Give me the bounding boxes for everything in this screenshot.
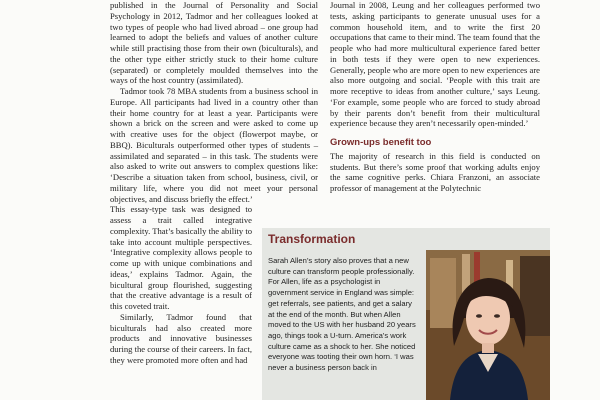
article-paragraph: Journal in 2008, Leung and her colleagues performed two tests, asking participants to generate unusual uses for a common household item, and to write the first 20 occupations that came to their mind. The team found that the people who had more multicultural experience fared better in both tests if they were open to new experiences. Generally, people who are more open to new experiences are also more outgoing and social. ‘People with this trait are more receptive to ideas from another culture,’ says Leung. ‘For example, some people who are forced to study abroad by their parents don’t benefit from their multicultural experience because they aren’t necessarily open-minded.’ <box>330 0 540 129</box>
article-paragraph: Tadmor took 78 MBA students from a business school in Europe. All participants had lived in a country other than their home country for at least a year. Participants were shown a brick on the screen and were asked to come up with creative uses for the object (flowerpot maybe, or BBQ). Biculturals outperformed other types of students – assimilated and separated – in this task. The students were also asked to write out answers to complex questions like: ‘Describe a situation taken from school, business, civil, or military life, where you did not meet your personal objectives, and discuss briefly the effect.’ <box>110 86 318 204</box>
article-paragraph: Similarly, Tadmor found that biculturals had also created more products and innovative businesses during the course of their careers. In fact, they were promoted more often and had <box>110 311 252 365</box>
subheading: Grown-ups benefit too <box>330 137 432 148</box>
article-paragraph: The majority of research in this field is conducted on students. But there’s some proof that working adults enjoy the same cognitive perks. Chiara Franzoni, an associate professor of management at the Polytechnic <box>330 150 540 193</box>
sidebar-title: Transformation <box>268 232 356 246</box>
article-paragraph: This essay-type task was designed to assess a trait called integrative complexity. That’s basically the ability to take into account multiple perspectives. ‘Integrative complexity allows people to come up with unique combinations and ideas,’ explains Tadmor. Again, the bicultural group flourished, suggesting that the creative advantage is a result of this coveted trait. <box>110 204 253 311</box>
article-paragraph: published in the Journal of Personality and Social Psychology in 2012, Tadmor and her colleagues looked at two types of people who had lived abroad – one group had learned to adopt the beliefs and values of another culture while still practising those from their own (biculturals), and the other type either strictly stuck to their home culture (separated) or completely moulded themselves into the ways of the host country (assimilated). <box>110 0 318 86</box>
sidebar-text: Sarah Allen’s story also proves that a new culture can transform people professionally. For Allen, life as a psychologist in government service in England was simple: get referrals, see patients, and get a salary at the end of the month. But when Allen moved to the US with her husband 20 years ago, things took a U-turn. America’s work culture came as a shock to her. She noticed everyone was tooting their own horn. ‘I was never a business person back in <box>268 256 416 373</box>
article-right-column <box>330 0 540 194</box>
sidebar-box <box>262 228 550 400</box>
portrait-illustration <box>426 250 550 400</box>
portrait-photo <box>426 250 550 400</box>
